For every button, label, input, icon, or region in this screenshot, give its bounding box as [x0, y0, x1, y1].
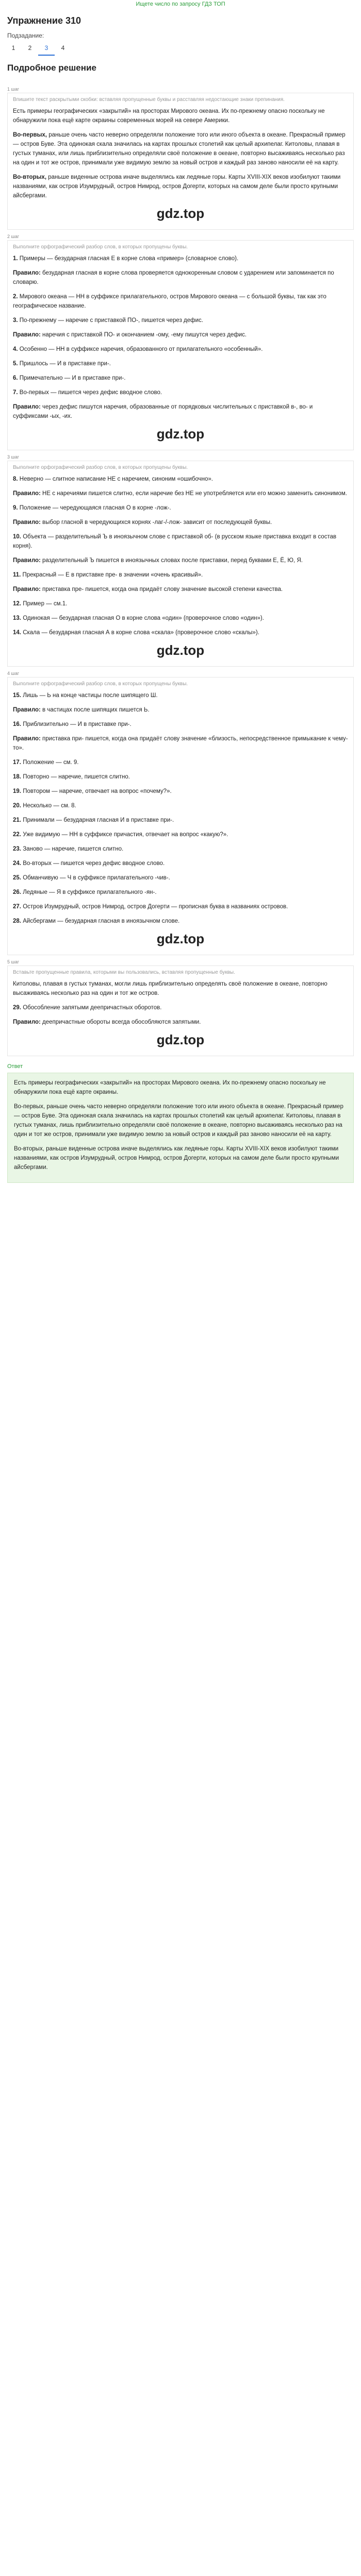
page-title: Упражнение 310: [7, 15, 81, 26]
step-hint: Выполните орфографический разбор слов, в которых пропущены буквы.: [13, 465, 188, 470]
step-paragraph: Во-первых, раньше очень часто неверно определяли положение того или иного объекта в океане. Прекрасный пример — остров Буве. Эта одинокая скала значилась на картах прошлых столетий как целый архипелаг. Китоловы, плавая в густых туманах, или лишь приблизительно определяли своё положение в океане, повторно высаживаясь несколько раз на один и тот же остров, принимали уже видимую землю за новый остров и каждый раз заново наносили её на карту.: [13, 132, 346, 166]
step-hint: Впишите текст раскрытыми скобки: вставляя пропущенные буквы и расставляя недостающие знаки препинания.: [13, 97, 285, 103]
subtask-page-2[interactable]: 2: [28, 44, 32, 52]
step-paragraph: Есть примеры географических «закрытий» на просторах Мирового океана. Их по-прежнему опасно поскольку не обнаружили пока ещё карте окраины современных морей на севере Америки.: [13, 108, 325, 124]
step-card: [7, 93, 354, 230]
step-paragraph: 24. Во-вторых — пишется через дефис вводное слово.: [13, 860, 165, 867]
subtask-page-4[interactable]: 4: [61, 44, 65, 52]
watermark: gdz.top: [156, 206, 205, 221]
step-paragraph: 12. Пример — см.1.: [13, 601, 68, 607]
step-paragraph: Правило: наречия с приставкой ПО- и окончанием -ому, -ему пишутся через дефис.: [13, 332, 247, 338]
step-label: 1 шаг: [7, 87, 20, 92]
step-hint: Выполните орфографический разбор слов, в которых пропущены буквы.: [13, 681, 188, 687]
step-paragraph: Правило: выбор гласной в чередующихся корнях -лаг-/-лож- зависит от последующей буквы.: [13, 519, 272, 526]
step-hint: Выполните орфографический разбор слов, в которых пропущены буквы.: [13, 244, 188, 250]
step-paragraph: 27. Остров Изумрудный, остров Нимрод, остров Догерти — прописная буква в названиях островов.: [13, 904, 288, 910]
step-paragraph: Китоловы, плавая в густых туманах, могли лишь приблизительно определять своё положение в океане, повторно высаживаясь несколько раз на один и тот же остров.: [13, 981, 327, 996]
step-paragraph: 1. Примеры — безударная гласная Е в корне слова «пример» (словарное слово).: [13, 256, 239, 262]
watermark: gdz.top: [156, 931, 205, 946]
subtask-label: Подзадание:: [7, 32, 44, 39]
answer-paragraph: Во-вторых, раньше виденные острова иначе выделялись как ледяные горы. Карты XVIII-XIX веков изобилуют такими названиями, как остров Изумрудный, остров Нимрод, остров Догерти, которых на самом деле были просто крупными айсбергами.: [14, 1146, 339, 1171]
step-paragraph: 6. Примечательно — И в приставке при-.: [13, 375, 126, 381]
answer-paragraph: Во-первых, раньше очень часто неверно определяли положение того или иного объекта в океане. Прекрасный пример — остров Буве. Эта одинокая скала значилась на картах прошлых столетий как целый архипелаг. Китоловы, плавая в густых туманах, лишь приблизительно определяли своё положение в океане, повторно высаживаясь несколько раз на один и тот же остров, принимали уже видимую землю за новый остров и каждый раз заново наносили её на карту.: [14, 1104, 343, 1138]
step-label: 2 шаг: [7, 234, 20, 239]
subtask-page-1[interactable]: 1: [11, 44, 15, 52]
step-paragraph: Правило: безударная гласная в корне слова проверяется однокоренным словом с ударением или запоминается по словарю.: [13, 270, 334, 285]
step-paragraph: 13. Одинокая — безударная гласная О в корне слова «один» (проверочное слово «один»).: [13, 615, 264, 621]
step-paragraph: 23. Заново — наречие, пишется слитно.: [13, 846, 124, 852]
step-card: [7, 965, 354, 1056]
step-paragraph: 21. Принимали — безударная гласная И в приставке при-.: [13, 817, 174, 823]
step-paragraph: Правило: через дефис пишутся наречия, образованные от порядковых числительных с приставкой в-, во- и суффиксами -ых, -их.: [13, 404, 313, 419]
step-paragraph: 16. Приблизительно — И в приставке при-.: [13, 721, 132, 727]
watermark: gdz.top: [156, 642, 205, 658]
step-card: [7, 240, 354, 450]
step-paragraph: 4. Особенно — НН в суффиксе наречия, образованного от прилагательного «особенный».: [13, 346, 263, 352]
step-paragraph: Правило: НЕ с наречиями пишется слитно, если наречие без НЕ не употребляется или его можно заменить синонимом.: [13, 490, 347, 497]
step-paragraph: Правило: разделительный Ъ пишется в иноязычных словах после приставки, перед буквами Е, Ё, Ю, Я.: [13, 557, 303, 564]
watermark: gdz.top: [156, 426, 205, 442]
subtask-pager: [5, 42, 71, 56]
step-paragraph: Правило: приставка пре- пишется, когда она придаёт слову значение высокой степени качества.: [13, 586, 283, 592]
step-paragraph: 3. По-прежнему — наречие с приставкой ПО-, пишется через дефис.: [13, 317, 203, 324]
step-paragraph: 22. Уже видимую — НН в суффиксе причастия, отвечает на вопрос «какую?».: [13, 832, 228, 838]
answer-label: Ответ: [7, 1063, 23, 1070]
step-paragraph: 10. Объекта — разделительный Ъ в иноязычном слове с приставкой об- (в русском языке приставка входит в состав корня).: [13, 534, 337, 549]
step-paragraph: 29. Обособление запятыми деепричастных оборотов.: [13, 1005, 162, 1011]
step-paragraph: 26. Ледяные — Я в суффиксе прилагательного -ян-.: [13, 889, 157, 895]
step-paragraph: 14. Скала — безударная гласная А в корне слова «скала» (проверочное слово «скалы»).: [13, 630, 259, 636]
watermark: gdz.top: [156, 1032, 205, 1047]
top-search-link[interactable]: Ищете число по запросу ГДЗ ТОП: [136, 1, 225, 7]
step-paragraph: Правило: в частицах после шипящих пишется Ь.: [13, 707, 150, 713]
step-card: [7, 677, 354, 955]
step-paragraph: 2. Мирового океана — НН в суффиксе прилагательного, остров Мирового океана — с большой буквы, так как это географическое название.: [13, 294, 326, 309]
answer-box: [7, 1073, 354, 1183]
step-paragraph: 15. Лишь — Ь на конце частицы после шипящего Ш.: [13, 692, 158, 699]
step-paragraph: 20. Несколько — см. 8.: [13, 803, 76, 809]
step-label: 3 шаг: [7, 454, 20, 460]
step-paragraph: 8. Неверно — слитное написание НЕ с наречием, синоним «ошибочно».: [13, 476, 213, 482]
step-paragraph: Во-вторых, раньше виденные острова иначе выделялись как ледяные горы. Карты XVIII-XIX веков изобилуют такими названиями, как остров Изумрудный, остров Нимрод, остров Догерти, которых на самом деле были просто крупными айсбергами.: [13, 174, 341, 199]
step-paragraph: 9. Положение — чередующаяся гласная О в корне -лож-.: [13, 505, 171, 511]
step-paragraph: 5. Пришлось — И в приставке при-.: [13, 361, 111, 367]
step-paragraph: 17. Положение — см. 9.: [13, 759, 79, 766]
subtask-page-3[interactable]: 3: [38, 42, 55, 56]
step-label: 5 шаг: [7, 959, 20, 964]
step-paragraph: 11. Прекрасный — Е в приставке пре- в значении «очень красивый».: [13, 572, 203, 578]
step-paragraph: 28. Айсбергами — безударная гласная в иноязычном слове.: [13, 918, 180, 924]
step-card: [7, 461, 354, 667]
step-paragraph: 7. Во-первых — пишется через дефис вводное слово.: [13, 389, 162, 396]
step-paragraph: Правило: приставка при- пишется, когда она придаёт слову значение «близость, непосредственное примыкание к чему-то».: [13, 736, 348, 751]
step-paragraph: 19. Повтором — наречие, отвечает на вопрос «почему?».: [13, 788, 172, 794]
solution-content: [7, 82, 354, 1183]
step-paragraph: 25. Обманчивую — Ч в суффиксе прилагательного -чив-.: [13, 875, 170, 881]
step-paragraph: Правило: деепричастные обороты всегда обособляются запятыми.: [13, 1019, 201, 1025]
step-label: 4 шаг: [7, 671, 20, 676]
step-paragraph: 18. Повторно — наречие, пишется слитно.: [13, 774, 130, 780]
answer-paragraph: Есть примеры географических «закрытий» на просторах Мирового океана. Их по-прежнему опасно поскольку не обнаружили пока ещё карте окраины.: [14, 1080, 326, 1095]
section-title: Подробное решение: [7, 63, 96, 73]
step-hint: Вставьте пропущенные правила, которыми вы пользовались, вставляя пропущенные буквы.: [13, 970, 235, 975]
